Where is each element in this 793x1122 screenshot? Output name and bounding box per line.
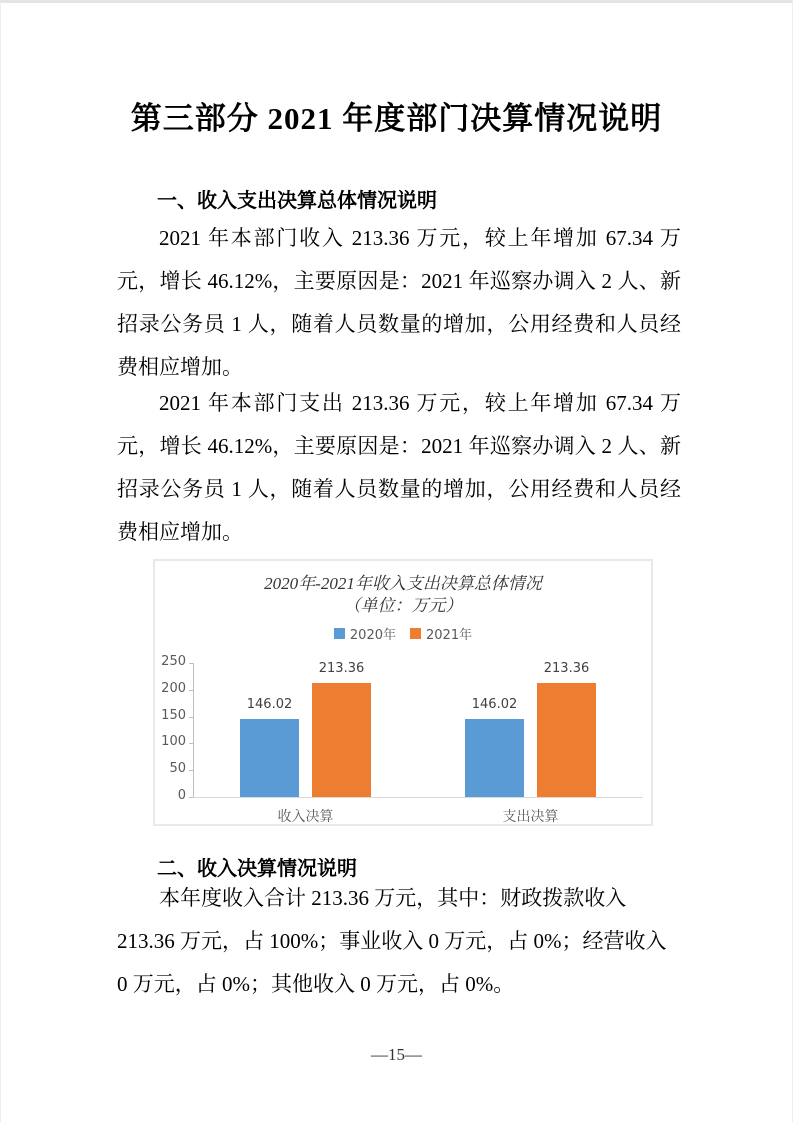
page-number: —15— <box>371 1045 422 1064</box>
y-axis-tick-label: 0 <box>177 788 186 803</box>
y-axis-tick <box>189 717 193 718</box>
section1-paragraph-expenditure: 2021 年本部门支出 213.36 万元，较上年增加 67.34 万元，增长 46.12%，主要原因是：2021 年巡察办调入 2 人、新招录公务员 1 人，随着人员数量的增加，公用经费和人员经费相应增加。 <box>117 391 681 544</box>
y-axis-tick <box>189 797 193 798</box>
y-axis-tick-label: 50 <box>169 761 186 777</box>
income-expenditure-bar-chart <box>153 559 653 826</box>
x-axis-category-label: 支出决算 <box>502 810 559 825</box>
section1-heading: 一、收入支出决算总体情况说明 <box>157 190 437 212</box>
bar-data-label: 146.02 <box>471 696 518 712</box>
y-axis-tick-label: 100 <box>161 734 186 750</box>
x-axis-line <box>193 797 643 798</box>
y-axis-tick-label: 250 <box>161 654 186 669</box>
y-axis-tick <box>189 743 193 744</box>
chart-subtitle: （单位：万元） <box>343 596 463 615</box>
legend-label: 2020年 <box>349 628 396 643</box>
x-axis-category-label: 收入决算 <box>277 810 334 825</box>
bar-s1-c0 <box>312 683 371 797</box>
section2-paragraph-income-detail: 本年度收入合计 213.36 万元，其中：财政拨款收入 213.36 万元，占 100%；事业收入 0 万元，占 0%；经营收入 0 万元，占 0%；其他收入 0 万元，占 0%。 <box>117 886 667 996</box>
chart-plot-area <box>155 561 651 824</box>
section2-heading: 二、收入决算情况说明 <box>157 858 357 880</box>
bar-s0-c1 <box>465 719 524 797</box>
y-axis-tick-label: 200 <box>161 680 186 696</box>
y-axis-tick <box>189 690 193 691</box>
y-axis-tick <box>189 770 193 771</box>
y-axis-tick <box>189 663 193 664</box>
bar-data-label: 146.02 <box>246 696 293 712</box>
bar-data-label: 213.36 <box>543 660 590 676</box>
bar-s0-c0 <box>240 719 299 797</box>
y-axis-line <box>193 663 194 797</box>
section1-paragraph-income: 2021 年本部门收入 213.36 万元，较上年增加 67.34 万元，增长 46.12%，主要原因是：2021 年巡察办调入 2 人、新招录公务员 1 人，随着人员数量的增加，公用经费和人员经费相应增加。 <box>117 226 681 379</box>
legend-label: 2021年 <box>426 628 473 643</box>
bar-data-label: 213.36 <box>318 660 365 676</box>
bar-s1-c1 <box>537 683 596 797</box>
y-axis-tick-label: 150 <box>161 707 186 723</box>
document-title: 第三部分 2021 年度部门决算情况说明 <box>130 101 663 136</box>
chart-title: 2020年-2021年收入支出决算总体情况 <box>264 574 542 593</box>
